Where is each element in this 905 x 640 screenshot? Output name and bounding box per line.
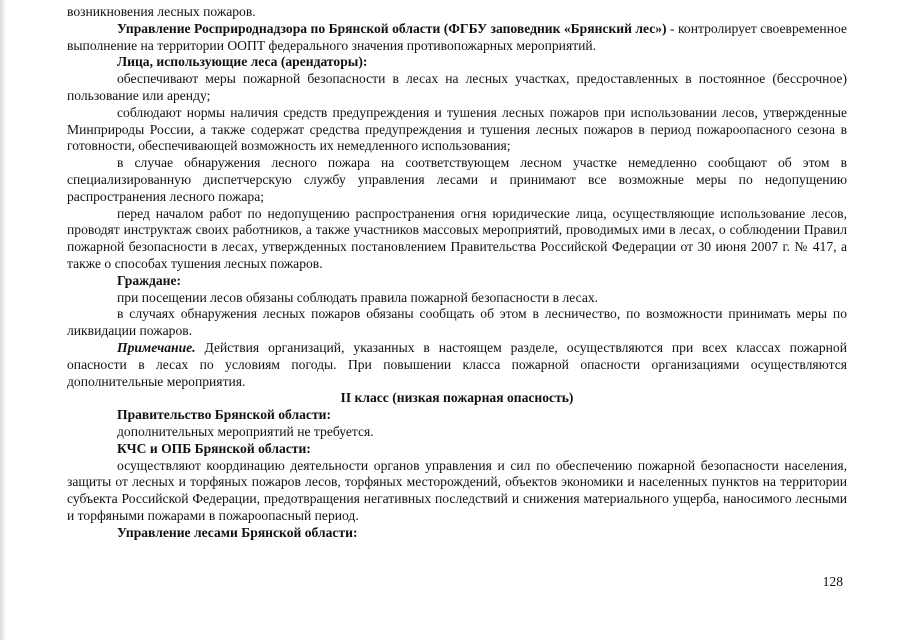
paragraph-citizens-2: в случаях обнаружения лесных пожаров обязаны сообщать об этом в лесничество, по возможности принимать меры по ликвидации пожаров.	[67, 306, 847, 339]
note-text: Действия организаций, указанных в настоящем разделе, осуществляются при всех классах пожарной опасности в лесах по условиям погоды. При повышении класса пожарной опасности организациями осуществляются дополнительные мероприятия.	[67, 339, 847, 389]
document-page	[67, 4, 847, 542]
section-heading-lessees: Лица, использующие леса (арендаторы):	[117, 54, 368, 70]
paragraph-citizens-1: при посещении лесов обязаны соблюдать правила пожарной безопасности в лесах.	[117, 289, 599, 305]
section-heading-citizens: Граждане:	[117, 272, 182, 288]
paragraph-text: - контролирует своевременное выполнение на территории ООПТ федерального значения противопожарных мероприятий.	[67, 20, 847, 53]
paragraph-rosprirodnadzor	[67, 21, 847, 55]
paragraph-lessees-3: в случае обнаружения лесного пожара на соответствующем лесном участке немедленно сообщают об этом в специализированную диспетчерскую службу управления лесами и принимают все возможные меры по недопущению распространения лесного пожара;	[67, 155, 847, 204]
paragraph-kchs: осуществляют координацию деятельности органов управления и сил по обеспечению пожарной безопасности населения, защиты от лесных и торфяных пожаров лесов, торфяных месторождений, объектов экономики и населенных пунктов на территории субъекта Российской Федерации, предотвращения негативных последствий и снижения материального ущерба, наносимого лесными и торфяными пожарами в пожароопасный период.	[67, 457, 847, 523]
paragraph-lessees-2: соблюдают нормы наличия средств предупреждения и тушения лесных пожаров при использовании лесов, утвержденные Минприроды России, а также содержат средства предупреждения и тушения лесных пожаров в период пожароопасного сезона в готовности, обеспечивающей возможность их немедленного использования;	[67, 104, 847, 154]
section-heading-kchs: КЧС и ОПБ Брянской области:	[117, 440, 311, 456]
fire-class-heading: II класс (низкая пожарная опасность)	[340, 390, 574, 406]
agency-name-bold: Управление Росприроднадзора по Брянской области (ФГБУ заповедник «Брянский лес»)	[117, 20, 667, 36]
paragraph-government: дополнительных мероприятий не требуется.	[117, 423, 374, 439]
note-paragraph	[67, 340, 847, 390]
note-label: Примечание.	[117, 339, 196, 355]
page-number: 128	[822, 574, 843, 589]
section-heading-government: Правительство Брянской области:	[117, 407, 331, 423]
paragraph-lessees-4: перед началом работ по недопущению распространения огня юридические лица, осуществляющие использование лесов, проводят инструктаж своих работников, а также участников массовых мероприятий, проводимых ими в лесах, о соблюдении Правил пожарной безопасности в лесах, утвержденных постановлением Правительства Российской Федерации от 30 июня 2007 г. № 417, а также о способах тушения лесных пожаров.	[67, 205, 847, 271]
scan-edge-shadow	[0, 0, 6, 640]
section-heading-forest-management: Управление лесами Брянской области:	[117, 524, 358, 540]
paragraph-fragment: возникновения лесных пожаров.	[67, 4, 256, 19]
paragraph-lessees-1: обеспечивают меры пожарной безопасности в лесах на лесных участках, предоставленных в постоянное (бессрочное) пользование или аренду;	[67, 71, 847, 103]
